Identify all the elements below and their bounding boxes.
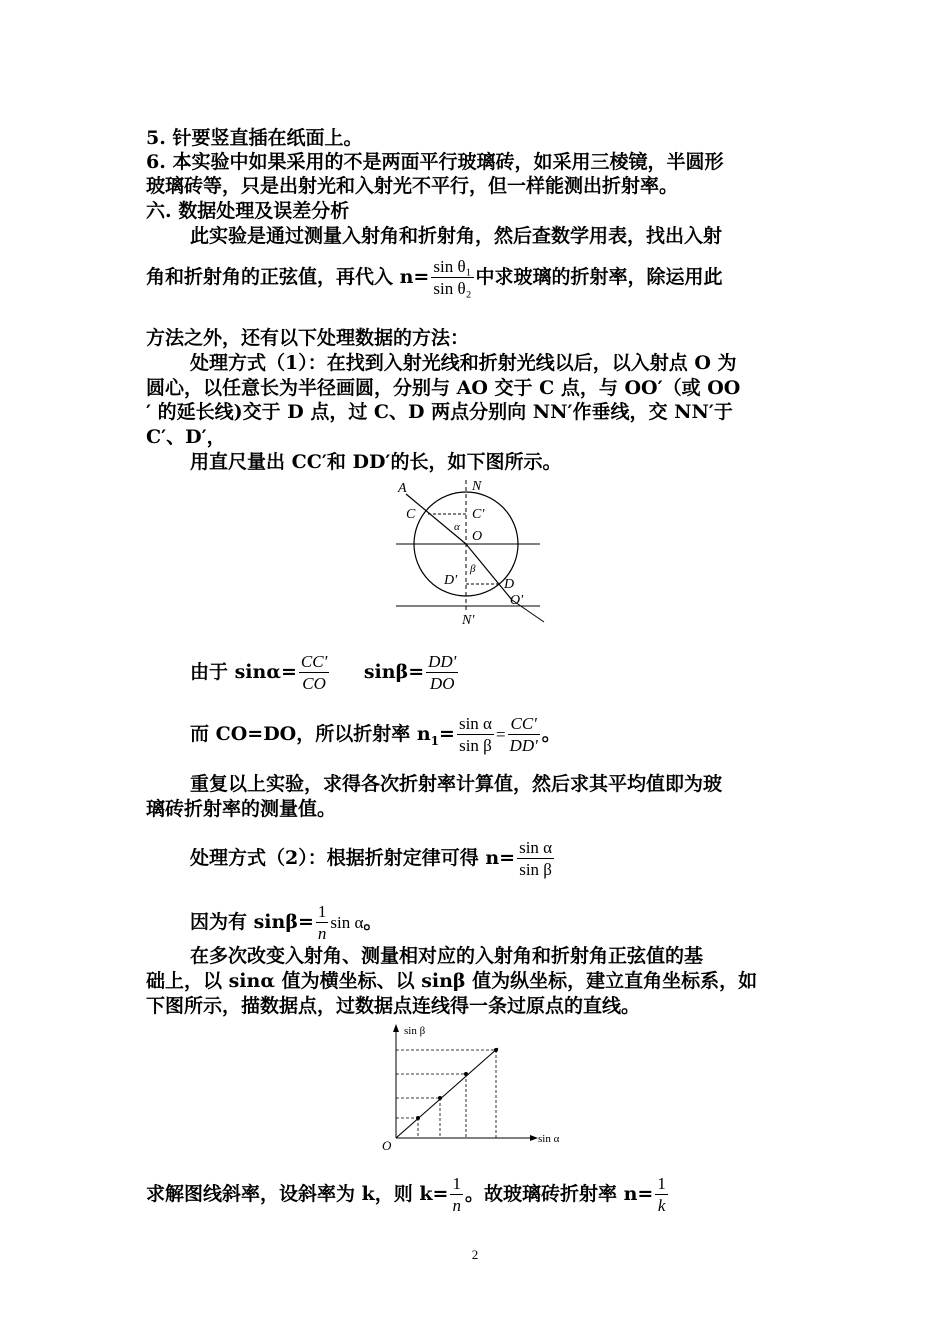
text-line [146, 256, 723, 300]
text-line: 用直尺量出 CC′和 DD′的长，如下图所示。 [190, 451, 562, 473]
fraction-numerator: sin θ₁ [433, 256, 472, 276]
x-axis-arrow [530, 1135, 538, 1141]
text-span: sinβ= [363, 661, 425, 683]
text-line: 处理方式（1）：在找到入射光线和折射光线以后，以入射点 O 为 [190, 352, 737, 374]
page-number: 2 [471, 1247, 479, 1262]
fraction-cc-dd [508, 714, 540, 757]
label-c: C [406, 507, 416, 522]
label-d-prime: D' [444, 573, 458, 588]
formula-line [190, 710, 561, 765]
formula-line [190, 898, 382, 947]
text-span: = [495, 725, 506, 744]
fraction-numerator: CC' [510, 713, 537, 733]
fraction-sin-ratio [457, 714, 494, 757]
fraction-denominator: sin θ₂ [433, 278, 472, 298]
fraction-denominator: CO [299, 672, 329, 695]
text-span: 求解图线斜率，设斜率为 k，则 k= [146, 1183, 449, 1205]
y-axis-label: sin β [404, 1025, 426, 1037]
text-line: 5. 针要竖直插在纸面上。 [146, 127, 363, 149]
fit-line [396, 1048, 498, 1138]
fraction-denominator: sin β [517, 858, 554, 881]
text-span: 由于 sinα= [190, 661, 297, 683]
formula-line [190, 648, 460, 696]
text-span: 。 [363, 911, 383, 933]
data-point [416, 1116, 420, 1120]
fraction-denominator: n [452, 1195, 461, 1215]
fraction-numerator: 1 [317, 901, 327, 921]
fraction-numerator: sin α [458, 713, 492, 733]
label-beta: β [470, 563, 476, 575]
origin-label: O [382, 1138, 392, 1152]
fraction-denominator: n [317, 923, 327, 943]
text-line: 此实验是通过测量入射角和折射角，然后查数学用表，找出入射 [190, 225, 723, 247]
label-c-prime: C' [472, 507, 485, 522]
data-point [494, 1048, 498, 1052]
text-line: ′ 的延长线)交于 D 点，过 C、D 两点分别向 NN′作垂线，交 NN′于 [146, 401, 733, 423]
label-o-prime: O' [510, 593, 524, 608]
data-point [464, 1072, 468, 1076]
fraction-denominator: sin β [457, 734, 494, 757]
text-span: 因为有 sinβ= [190, 911, 314, 933]
text-line: 璃砖折射率的测量值。 [146, 798, 337, 820]
text-span: 角和折射角的正弦值，再代入 n= [146, 266, 430, 288]
fraction-denominator: DD' [509, 735, 538, 755]
fraction-one-over-n [316, 902, 329, 945]
fraction-cc-co [299, 652, 329, 695]
text-span: 而 CO=DO，所以折射率 n [190, 723, 431, 745]
text-line: 方法之外，还有以下处理数据的方法： [146, 327, 470, 349]
text-line: 础上，以 sinα 值为横坐标、以 sinβ 值为纵坐标，建立直角坐标系，如 [146, 970, 758, 992]
text-line: 在多次改变入射角、测量相对应的入射角和折射角正弦值的基 [190, 945, 704, 967]
section-heading: 六. 数据处理及误差分析 [146, 200, 350, 222]
y-axis-arrow [393, 1024, 399, 1032]
fraction-sin-theta [431, 257, 473, 300]
label-n: N [472, 479, 482, 494]
fraction-dd-do [426, 652, 458, 695]
text-span: 处理方式（2）：根据折射定律可得 n= [190, 847, 516, 869]
label-d: D [504, 577, 515, 592]
text-line: 6. 本实验中如果采用的不是两面平行玻璃砖，如采用三棱镜，半圆形 [146, 151, 724, 173]
text-line: 下图所示，描数据点，过数据点连线得一条过原点的直线。 [146, 995, 641, 1017]
fraction-denominator: k [655, 1194, 668, 1217]
fraction-k [450, 1174, 463, 1217]
formula-line [146, 1170, 670, 1218]
fraction-numerator: DD' [428, 651, 457, 671]
label-o: O [472, 529, 483, 544]
text-line: 重复以上实验，求得各次折射率计算值，然后求其平均值即为玻 [190, 773, 723, 795]
x-axis-label: sin α [538, 1133, 560, 1145]
label-a: A [398, 481, 407, 496]
label-alpha: α [454, 521, 460, 533]
text-span: 。故玻璃砖折射率 n= [464, 1183, 654, 1205]
text-line: 圆心，以任意长为半径画圆，分别与 AO 交于 C 点，与 OO′（或 OO [146, 377, 741, 399]
subscript: 1 [430, 733, 440, 748]
label-n-prime: N' [462, 613, 475, 626]
text-line: C′、D′， [146, 426, 226, 448]
text-line: 玻璃砖等，只是出射光和入射光不平行，但一样能测出折射率。 [146, 175, 679, 197]
fraction-snell [517, 838, 554, 881]
fraction-numerator: sin α [519, 837, 553, 857]
refraction-circle-figure [392, 478, 548, 626]
fraction-numerator: CC' [300, 651, 328, 671]
fraction-numerator: 1 [452, 1173, 461, 1193]
fraction-denominator: DO [426, 672, 458, 695]
text-span: 中求玻璃的折射率，除运用此 [475, 266, 723, 288]
text-span: sin α [330, 913, 364, 932]
sin-plot-figure [378, 1022, 574, 1152]
text-span: = [439, 723, 455, 745]
fraction-n [655, 1174, 668, 1217]
data-point [438, 1096, 442, 1100]
text-span: 。 [541, 723, 561, 745]
formula-line [190, 834, 556, 882]
fraction-numerator: 1 [657, 1173, 666, 1193]
